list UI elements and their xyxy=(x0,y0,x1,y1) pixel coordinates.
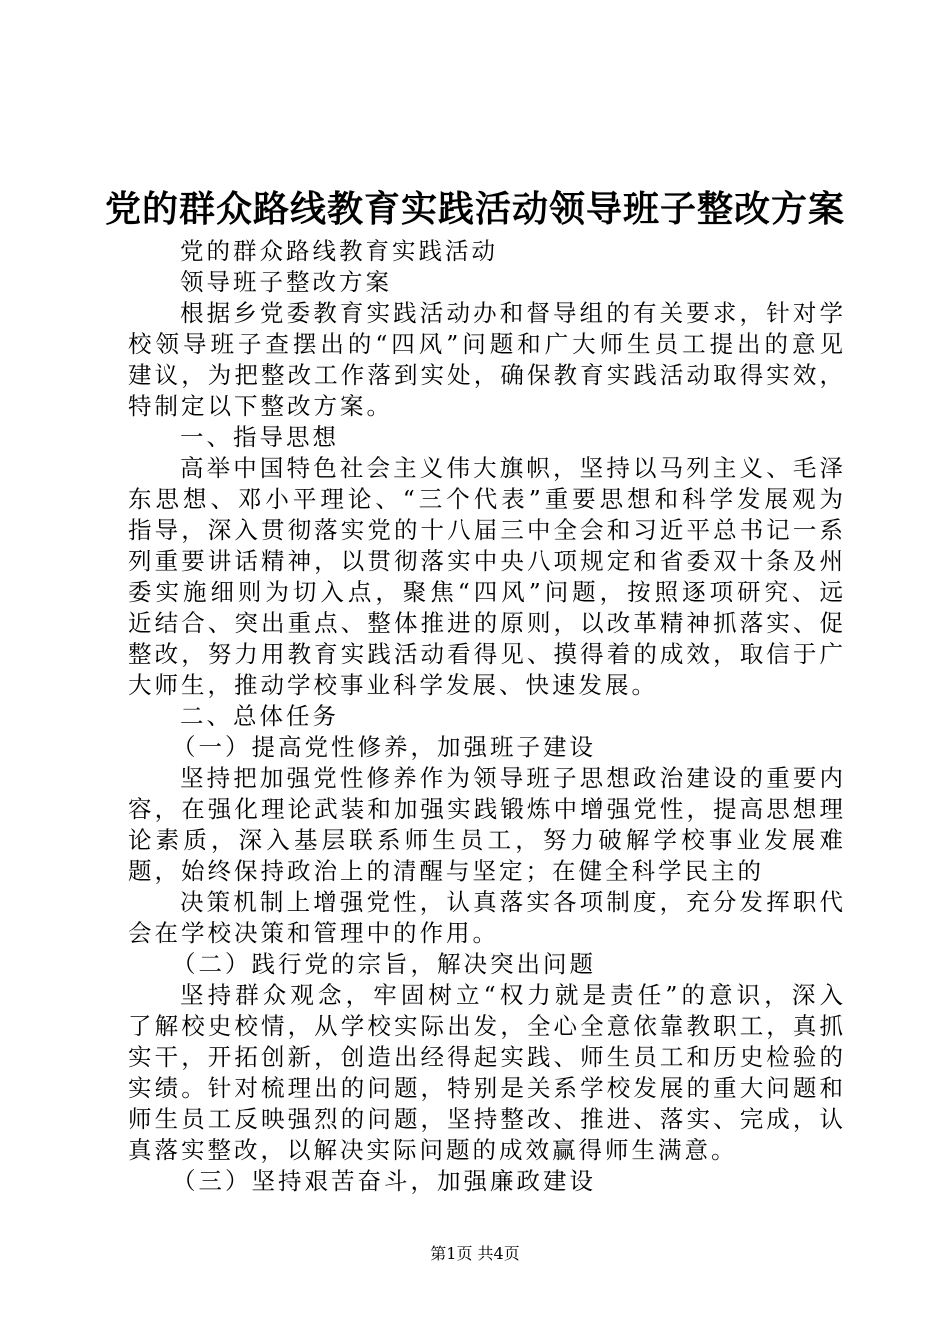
guiding-ideology-paragraph: 高举中国特色社会主义伟大旗帜，坚持以马列主义、毛泽东思想、邓小平理论、“三个代表”重要思想和科学发展观为指导，深入贯彻落实党的十八届三中全会和习近平总书记一系列重要讲话精神，以贯彻落实中央八项规定和省委双十条及州委实施细则为切入点，聚焦“四风”问题，按照逐项研究、远近结合、突出重点、整体推进的原则，以改革精神抓落实、促整改，努力用教育实践活动看得见、摸得着的成效，取信于广大师生，推动学校事业科学发展、快速发展。 xyxy=(128,454,846,699)
subsection-heading-1: （一）提高党性修养，加强班子建设 xyxy=(172,733,596,761)
subsection-heading-3: （三）坚持艰苦奋斗，加强廉政建设 xyxy=(172,1167,596,1195)
section-heading-guiding-ideology: 一、指导思想 xyxy=(180,423,339,451)
subsection-heading-2: （二）践行党的宗旨，解决突出问题 xyxy=(172,950,596,978)
subsection-2-paragraph: 坚持群众观念，牢固树立“权力就是责任”的意识，深入了解校史校情，从学校实际出发，全心全意依靠教职工，真抓实干，开拓创新，创造出经得起实践、师生员工和历史检验的实绩。针对梳理出的问题，特别是关系学校发展的重大问题和师生员工反映强烈的问题，坚持整改、推进、落实、完成，认真落实整改，以解决实际问题的成效赢得师生满意。 xyxy=(128,981,846,1164)
page-footer: 第1页 共4页 xyxy=(430,1244,520,1263)
subsection-1-paragraph-b: 决策机制上增强党性，认真落实各项制度，充分发挥职代会在学校决策和管理中的作用。 xyxy=(128,888,846,947)
intro-paragraph: 根据乡党委教育实践活动办和督导组的有关要求，针对学校领导班子查摆出的“四风”问题和广大师生员工提出的意见建议，为把整改工作落到实处，确保教育实践活动取得实效，特制定以下整改方案。 xyxy=(128,299,846,420)
document-body xyxy=(128,236,846,1197)
subsection-1-paragraph-a: 坚持把加强党性修养作为领导班子思想政治建设的重要内容，在强化理论武装和加强实践锻炼中增强党性，提高思想理论素质，深入基层联系师生员工，努力破解学校事业发展难题，始终保持政治上的清醒与坚定；在健全科学民主的 xyxy=(128,764,846,885)
subtitle-line-1: 党的群众路线教育实践活动 xyxy=(180,237,498,265)
subtitle-line-2: 领导班子整改方案 xyxy=(180,268,392,296)
document-title: 党的群众路线教育实践活动领导班子整改方案 xyxy=(104,188,845,230)
section-heading-overall-tasks: 二、总体任务 xyxy=(180,702,339,730)
